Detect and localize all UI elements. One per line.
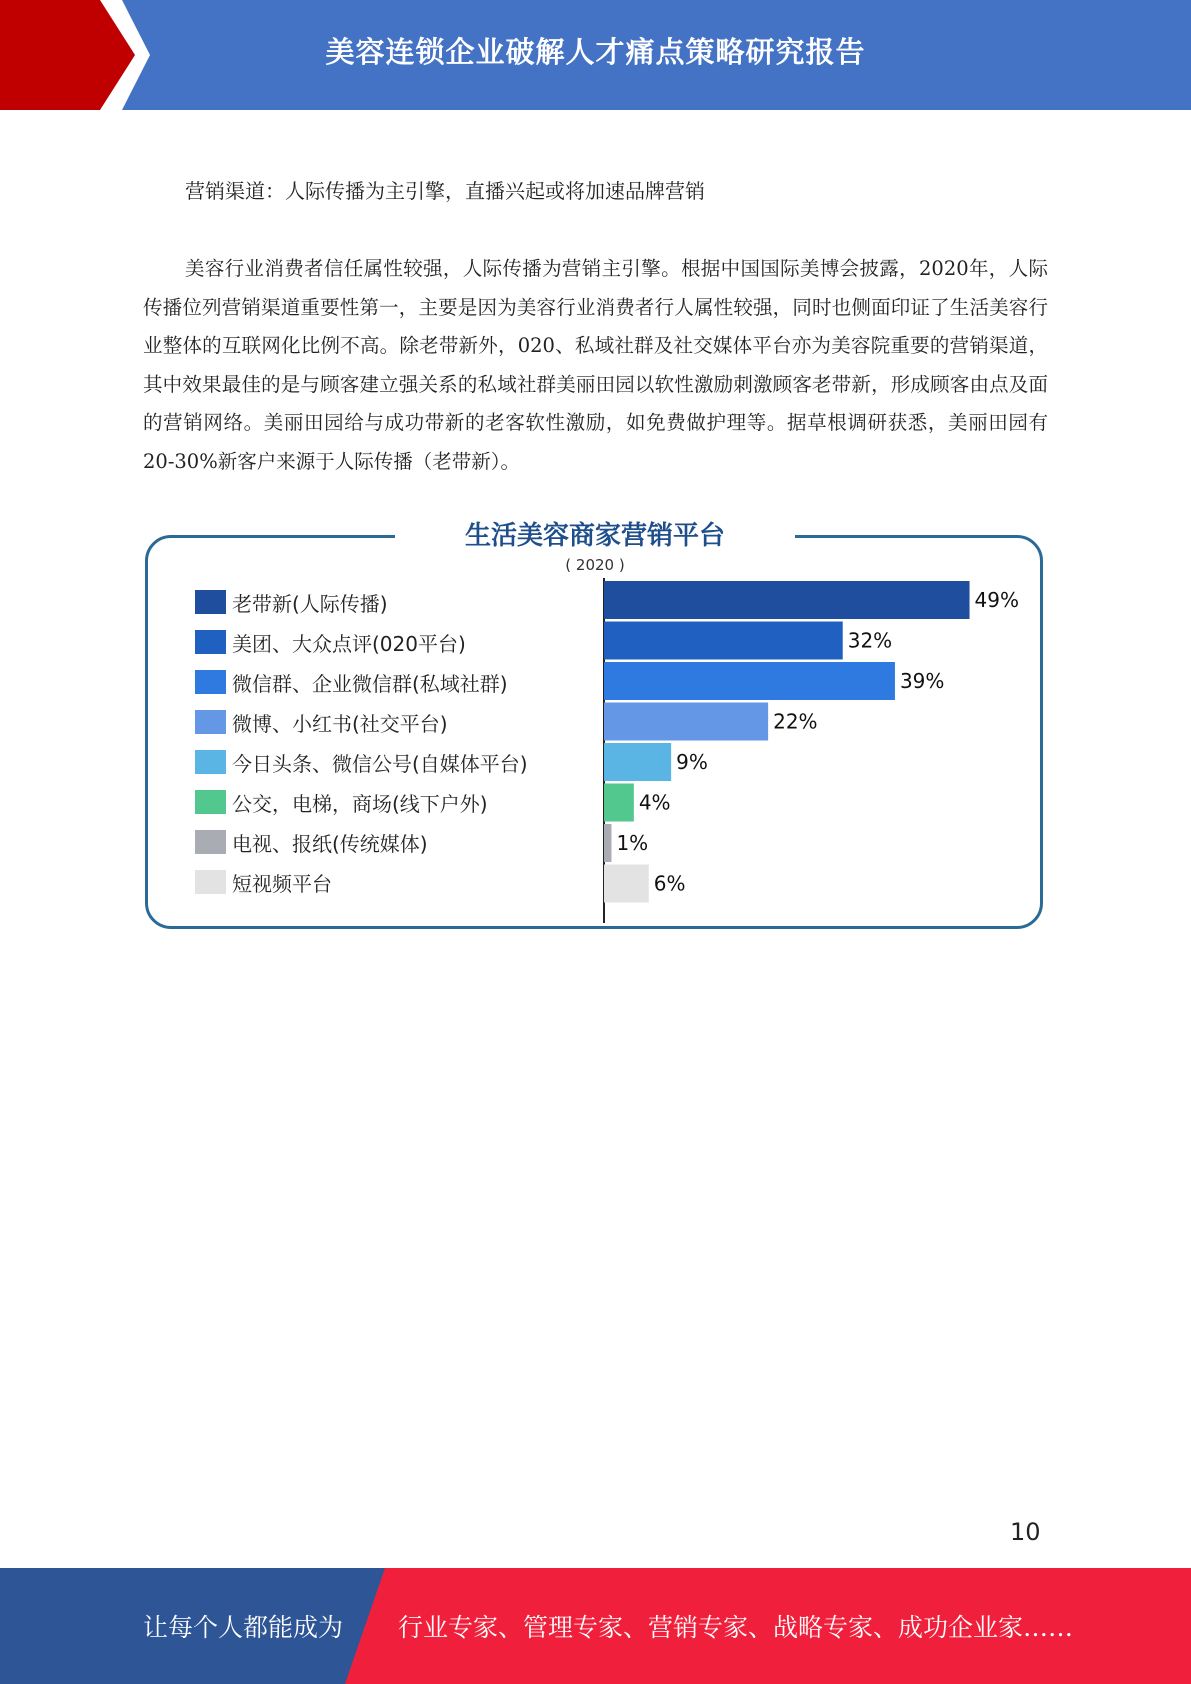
legend-label: 电视、报纸(传统媒体) — [232, 831, 428, 856]
legend-swatch — [195, 750, 226, 774]
legend-swatch — [195, 590, 226, 614]
legend-label: 老带新(人际传播) — [232, 591, 388, 616]
section-heading: 营销渠道：人际传播为主引擎，直播兴起或将加速品牌营销 — [185, 179, 705, 203]
legend-swatch — [195, 670, 226, 694]
chart-bar — [604, 824, 611, 862]
chart-value-label: 39% — [899, 669, 945, 693]
chart-value-label: 9% — [676, 750, 708, 774]
legend-swatch — [195, 830, 226, 854]
chart-bar — [604, 703, 768, 741]
chart-bar — [604, 662, 895, 700]
legend-swatch — [195, 870, 226, 894]
legend-item — [195, 702, 528, 742]
legend-label: 美团、大众点评(020平台) — [232, 631, 466, 656]
legend-item — [195, 662, 528, 702]
legend-label: 微信群、企业微信群(私域社群) — [232, 671, 508, 696]
legend-item — [195, 622, 528, 662]
chart-bar — [604, 784, 634, 822]
chart-value-label: 4% — [638, 790, 671, 815]
chart-value-label: 49% — [974, 588, 1019, 612]
legend-item — [195, 742, 528, 782]
body-paragraph: 美容行业消费者信任属性较强，人际传播为营销主引擎。根据中国国际美博会披露，2020年，人际传播位列营销渠道重要性第一，主要是因为美容行业消费者行人属性较强，同时也侧面印证了生活美容行业整体的互联网化比例不高。除老带新外，020、私域社群及社交媒体平台亦为美容院重要的营销渠道，其中效果最佳的是与顾客建立强关系的私域社群美丽田园以软性激励刺激顾客老带新，形成顾客由点及面的营销网络。美丽田园给与成功带新的老客软性激励，如免费做护理等。据草根调研获悉，美丽田园有20-30%新客户来源于人际传播（老带新）。 — [143, 257, 1048, 473]
bar-chart-plot — [596, 578, 1046, 923]
page-footer — [0, 1568, 1191, 1684]
legend-label: 今日头条、微信公号(自媒体平台) — [232, 751, 528, 776]
chart-value-label: 22% — [773, 709, 818, 734]
chart-value-label: 1% — [616, 831, 649, 855]
chart-title: 生活美容商家营销平台 — [464, 521, 725, 551]
legend-label: 微博、小红书(社交平台) — [232, 711, 448, 736]
legend-item — [195, 782, 528, 822]
legend-item — [195, 822, 528, 862]
chart-subtitle: ( 2020 ) — [565, 556, 625, 574]
footer-slogan-left: 让每个人都能成为 — [143, 1613, 344, 1642]
legend-item — [195, 862, 528, 902]
header-chevron-decoration — [0, 0, 160, 110]
page-number: 10 — [1010, 1518, 1041, 1546]
legend-item — [195, 582, 528, 622]
legend-label: 公交，电梯，商场(线下户外) — [232, 791, 488, 816]
chart-bar — [604, 581, 970, 619]
legend-label: 短视频平台 — [232, 871, 332, 896]
footer-slogan-right: 行业专家、管理专家、营销专家、战略专家、成功企业家…… — [398, 1613, 1074, 1642]
legend-swatch — [195, 790, 226, 814]
chart-title-block — [395, 516, 795, 576]
page-header — [0, 0, 1191, 110]
chart-value-label: 32% — [847, 628, 893, 653]
chart-value-label: 6% — [653, 871, 686, 896]
legend-swatch — [195, 710, 226, 734]
header-title: 美容连锁企业破解人才痛点策略研究报告 — [325, 34, 866, 69]
chart-bar — [604, 865, 649, 903]
chart-legend — [195, 582, 528, 902]
chart-bar — [604, 622, 843, 660]
chart-bar — [604, 743, 671, 781]
legend-swatch — [195, 630, 226, 654]
